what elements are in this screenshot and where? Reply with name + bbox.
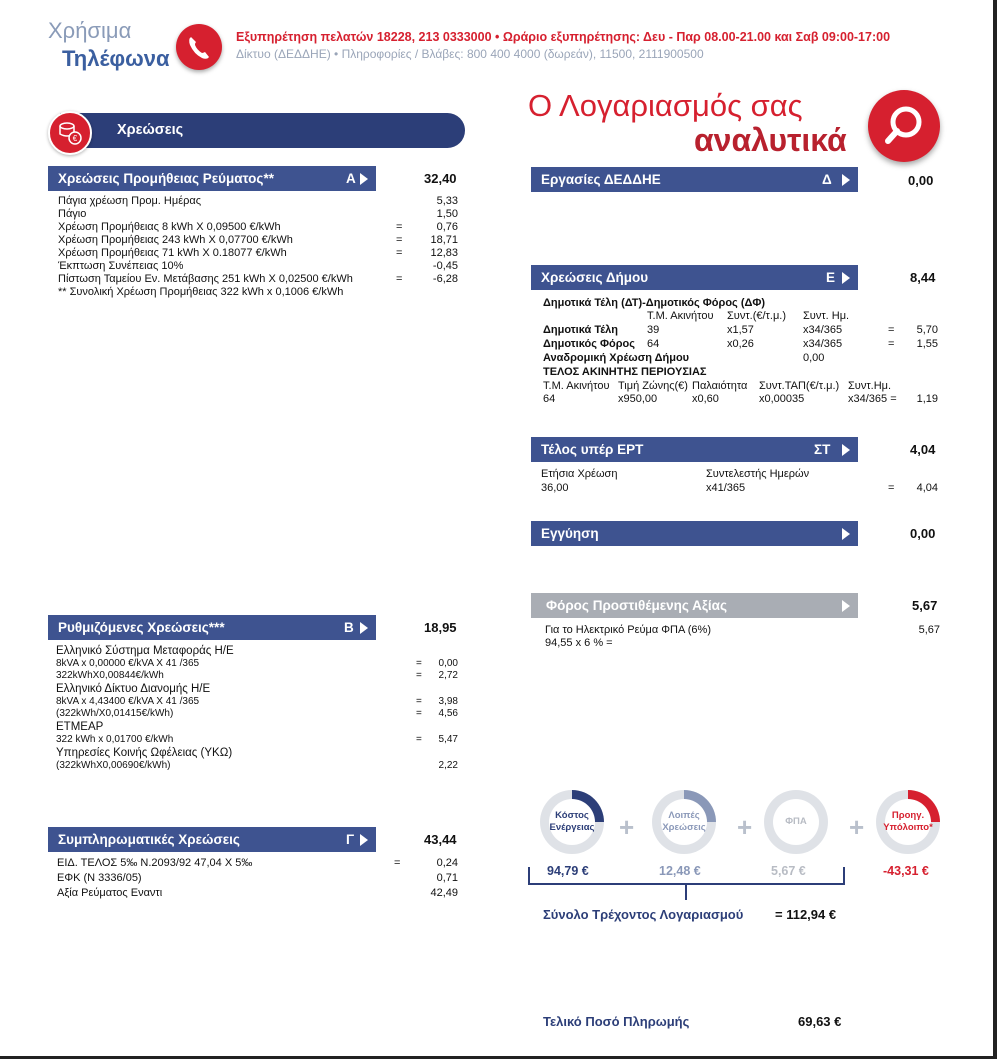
section-b-row-value: 0,00 (438, 658, 458, 669)
section-c-total: 43,44 (424, 832, 457, 847)
section-d-label: Εργασίες ΔΕΔΔΗΕ (541, 172, 661, 187)
municipal-col-area: Τ.Μ. Ακινήτου (647, 310, 714, 322)
section_a-row-value: 1,50 (436, 208, 458, 220)
municipal-col-coef: Συντ.(€/τ.μ.) (727, 310, 787, 322)
section_c-row-value: 42,49 (430, 887, 458, 899)
section-b-row-eq: = (416, 734, 422, 745)
section-b-row-value: 5,47 (438, 734, 458, 745)
section-b-row-text: 8kVA x 4,43400 €/kVA X 41 /365 (56, 696, 200, 707)
municipal-tax-eq: = (888, 338, 895, 350)
section_a-row-value: 0,76 (436, 221, 458, 233)
summary-ring-label-line2: Ενέργειας (549, 822, 595, 833)
tap-v1: 64 (543, 393, 556, 405)
section-a-bar[interactable] (48, 166, 376, 191)
guarantee-total: 0,00 (910, 526, 936, 541)
ert-annual-value: 36,00 (541, 482, 569, 494)
section-a-label: Χρεώσεις Προμήθειας Ρεύματος** (58, 171, 274, 186)
vat-total: 5,67 (912, 598, 938, 613)
account-title: Ο Λογαριασμός σας (528, 88, 803, 123)
page-border-right (993, 0, 997, 1059)
summary-amount: -43,31 € (883, 864, 929, 878)
section-b-row-eq: = (416, 670, 422, 681)
plus-sign-1: + (619, 812, 635, 842)
section_a-row-value: -0,45 (432, 260, 458, 272)
section_a-row-text: Πάγιο (58, 208, 87, 220)
municipal-col-days: Συντ. Ημ. (803, 310, 850, 322)
section-d-bar[interactable] (531, 167, 858, 192)
section_a-row-text: Πίστωση Ταμείου Εν. Μετάβασης 251 kWh X 0,02500 €/kWh (58, 273, 353, 285)
section_a-row-text: Χρέωση Προμήθειας 8 kWh X 0,09500 €/kWh (58, 221, 281, 233)
section-d-letter: Δ (822, 172, 832, 187)
section-st-bar[interactable] (531, 437, 858, 462)
section-a-letter: Α (346, 171, 356, 186)
vat-line1-value: 5,67 (918, 624, 940, 636)
section-b-row-eq: = (416, 658, 422, 669)
charges-banner-label: Χρεώσεις (117, 122, 184, 138)
section_c-row-value: 0,24 (436, 857, 458, 869)
section-c-letter: Γ (346, 832, 355, 847)
section_a-row-eq: = (396, 273, 403, 285)
municipal-tax-coef: x0,26 (727, 338, 754, 350)
vat-label: Φόρος Προστιθέμενης Αξίας (546, 598, 727, 613)
section-b-arrow-icon (360, 622, 368, 634)
tap-h3: Παλαιότητα (692, 380, 748, 392)
summary-ring (876, 790, 940, 854)
municipal-fees-value: 5,70 (916, 324, 938, 336)
plus-sign-2: + (737, 812, 753, 842)
section-b-row-value: 2,72 (438, 670, 458, 681)
tap-v5: x34/365 = (848, 393, 897, 405)
municipal-tax-label: Δημοτικός Φόρος (543, 338, 635, 350)
section-e-total: 8,44 (910, 270, 936, 285)
section_c-row-text: ΕΙΔ. ΤΕΛΟΣ 5‰ Ν.2093/92 47,04 X 5‰ (57, 857, 253, 869)
account-subtitle: αναλυτικά (694, 122, 847, 158)
customer-service-info: Εξυπηρέτηση πελατών 18228, 213 0333000 • Ωράριο εξυπηρέτησης: Δευ - Παρ 08.00-21.00 και Σαβ 09:00-17:00 (236, 30, 891, 44)
tap-h5: Συντ.Ημ. (848, 380, 892, 392)
section-d-total: 0,00 (908, 173, 934, 188)
summary-ring-label-line1: Προηγ. (891, 810, 925, 821)
section_a-row-text: Χρέωση Προμήθειας 243 kWh X 0,07700 €/kWh (58, 234, 293, 246)
tap-value: 1,19 (916, 393, 938, 405)
municipal-fees-label: Δημοτικά Τέλη (543, 324, 619, 336)
municipal-tax-days: x34/365 (803, 338, 843, 350)
guarantee-bar[interactable] (531, 521, 858, 546)
section-b-row-value: 2,22 (438, 760, 458, 771)
municipal-fees-coef: x1,57 (727, 324, 754, 336)
section-b-row-text: Ελληνικό Σύστημα Μεταφοράς Η/Ε (56, 645, 234, 657)
section-st-letter: ΣΤ (814, 442, 831, 457)
section-b-row-text: 322kWhX0,00844€/kWh (56, 670, 164, 681)
section_a-row-value: 18,71 (430, 234, 458, 246)
useful-phones-title-line2: Τηλέφωνα (62, 46, 170, 71)
section_a-row-text: Χρέωση Προμήθειας 71 kWh X 0.18077 €/kWh (58, 247, 287, 259)
ert-annual-label: Ετήσια Χρέωση (541, 468, 618, 480)
section-b-row-text: Ελληνικό Δίκτυο Διανομής Η/Ε (56, 683, 211, 695)
section-st-label: Τέλος υπέρ ΕΡΤ (541, 442, 644, 457)
section-e-label: Χρεώσεις Δήμου (541, 270, 649, 285)
tap-title: ΤΕΛΟΣ ΑΚΙΝΗΤΗΣ ΠΕΡΙΟΥΣΙΑΣ (543, 366, 707, 378)
summary-ring-label-line2: Υπόλοιπο* (883, 822, 933, 833)
section_a-row-eq: = (396, 221, 403, 233)
municipal-fees-eq: = (888, 324, 895, 336)
tap-h1: Τ.Μ. Ακινήτου (543, 380, 610, 392)
section_a-row-value: 5,33 (436, 195, 458, 207)
section_a-row-text: Πάγια χρέωση Προμ. Ημέρας (58, 195, 202, 207)
municipal-fees-area: 39 (647, 324, 660, 336)
section-b-row-text: 8kVA x 0,00000 €/kVA X 41 /365 (56, 658, 200, 669)
guarantee-arrow-icon (842, 528, 850, 540)
section-c-arrow-icon (360, 834, 368, 846)
section-b-row-text: 322 kWh x 0,01700 €/kWh (56, 734, 174, 745)
section_a-row-eq: = (396, 247, 403, 259)
ert-value: 4,04 (916, 482, 938, 494)
summary-ring-label-line2: Χρεώσεις (662, 822, 706, 833)
section_a-row-eq: = (396, 234, 403, 246)
section-b-row-text: (322kWhX0,00690€/kWh) (56, 760, 171, 771)
tap-v3: x0,60 (692, 393, 719, 405)
ert-days-value: x41/365 (706, 482, 746, 494)
plus-sign-3: + (849, 812, 865, 842)
vat-line1: Για το Ηλεκτρικό Ρεύμα ΦΠΑ (6%) (545, 624, 711, 636)
summary-ring (764, 790, 828, 854)
magnifier-icon (868, 90, 940, 162)
municipal-tax-area: 64 (647, 338, 660, 350)
municipal-retro-value: 0,00 (803, 352, 825, 364)
guarantee-label: Εγγύηση (541, 526, 599, 541)
section_c-row-text: ΕΦΚ (Ν 3336/05) (57, 872, 142, 884)
summary-ring-label (549, 799, 595, 845)
summary-amount: 5,67 € (771, 864, 806, 878)
section-st-arrow-icon (842, 444, 850, 456)
section-e-bar[interactable] (531, 265, 858, 290)
summary-ring-label-line1: Κόστος (555, 810, 589, 821)
section_a-row-text: ** Συνολική Χρέωση Προμήθειας 322 kWh x 0,1006 €/kWh (58, 286, 344, 298)
ert-days-label: Συντελεστής Ημερών (706, 468, 810, 480)
final-amount-label: Τελικό Ποσό Πληρωμής (543, 1014, 690, 1029)
section-c-bar[interactable] (48, 827, 376, 852)
current-total-value: = 112,94 € (775, 907, 837, 922)
section-b-bar[interactable] (48, 615, 376, 640)
section-b-letter: Β (344, 620, 354, 635)
section-b-row-eq: = (416, 696, 422, 707)
final-amount-value: 69,63 € (798, 1014, 842, 1029)
section-b-row-value: 3,98 (438, 696, 458, 707)
section-b-label: Ρυθμιζόμενες Χρεώσεις*** (58, 620, 225, 635)
summary-amount: 12,48 € (659, 864, 701, 878)
section-a-arrow-icon (360, 173, 368, 185)
municipal-fees-days: x34/365 (803, 324, 843, 336)
summary-ring-label (773, 799, 819, 845)
network-info: Δίκτυο (ΔΕΔΔΗΕ) • Πληροφορίες / Βλάβες: 800 400 4000 (δωρεάν), 11500, 2111900500 (236, 47, 704, 61)
summary-ring-label-line1: Λοιπές (668, 810, 700, 821)
municipal-tax-value: 1,55 (916, 338, 938, 350)
section-b-row-text: ΕΤΜΕΑΡ (56, 721, 104, 733)
useful-phones-title-line1: Χρήσιμα (48, 18, 132, 43)
summary-ring (540, 790, 604, 854)
tap-h2: Τιμή Ζώνης(€) (618, 380, 688, 392)
summary-ring-label-line1: ΦΠΑ (785, 816, 807, 827)
section_c-row-text: Αξία Ρεύματος Εναντι (57, 887, 163, 899)
section-d-arrow-icon (842, 174, 850, 186)
tap-v4: x0,00035 (759, 393, 805, 405)
section-b-row-eq: = (416, 708, 422, 719)
summary-amount: 94,79 € (547, 864, 589, 878)
section-b-total: 18,95 (424, 620, 457, 635)
ert-eq: = (888, 482, 895, 494)
summary-ring-label (885, 799, 931, 845)
tap-v2: x950,00 (618, 393, 658, 405)
section_c-row-value: 0,71 (436, 872, 458, 884)
phone-icon (176, 24, 222, 70)
charges-banner (60, 113, 465, 148)
summary-ring (652, 790, 716, 854)
vat-line2: 94,55 x 6 % = (545, 637, 613, 649)
municipal-subtitle: Δημοτικά Τέλη (ΔΤ)-Δημοτικός Φόρος (ΔΦ) (543, 297, 766, 309)
vat-bar[interactable] (531, 593, 858, 618)
current-total-label: Σύνολο Τρέχοντος Λογαριασμού (543, 907, 744, 922)
section_a-row-text: Έκπτωση Συνέπειας 10% (58, 260, 184, 272)
section_c-row-eq: = (394, 857, 401, 869)
vat-arrow-icon (842, 600, 850, 612)
section_a-row-value: 12,83 (430, 247, 458, 259)
section-e-arrow-icon (842, 272, 850, 284)
section-a-total: 32,40 (424, 171, 457, 186)
section-b-row-text: (322kWh/X0,01415€/kWh) (56, 708, 174, 719)
svg-text:€: € (72, 134, 78, 143)
section-st-total: 4,04 (910, 442, 936, 457)
coins-icon (48, 111, 92, 155)
section-e-letter: Ε (826, 270, 836, 285)
summary-ring-label (661, 799, 707, 845)
section-b-row-text: Υπηρεσίες Κοινής Ωφέλειας (ΥΚΩ) (56, 747, 233, 759)
section_a-row-value: -6,28 (432, 273, 458, 285)
section-c-label: Συμπληρωματικές Χρεώσεις (58, 832, 240, 847)
municipal-retro-label: Αναδρομική Χρέωση Δήμου (543, 352, 690, 364)
tap-h4: Συντ.ΤΑΠ(€/τ.μ.) (759, 380, 840, 392)
section-b-row-value: 4,56 (438, 708, 458, 719)
